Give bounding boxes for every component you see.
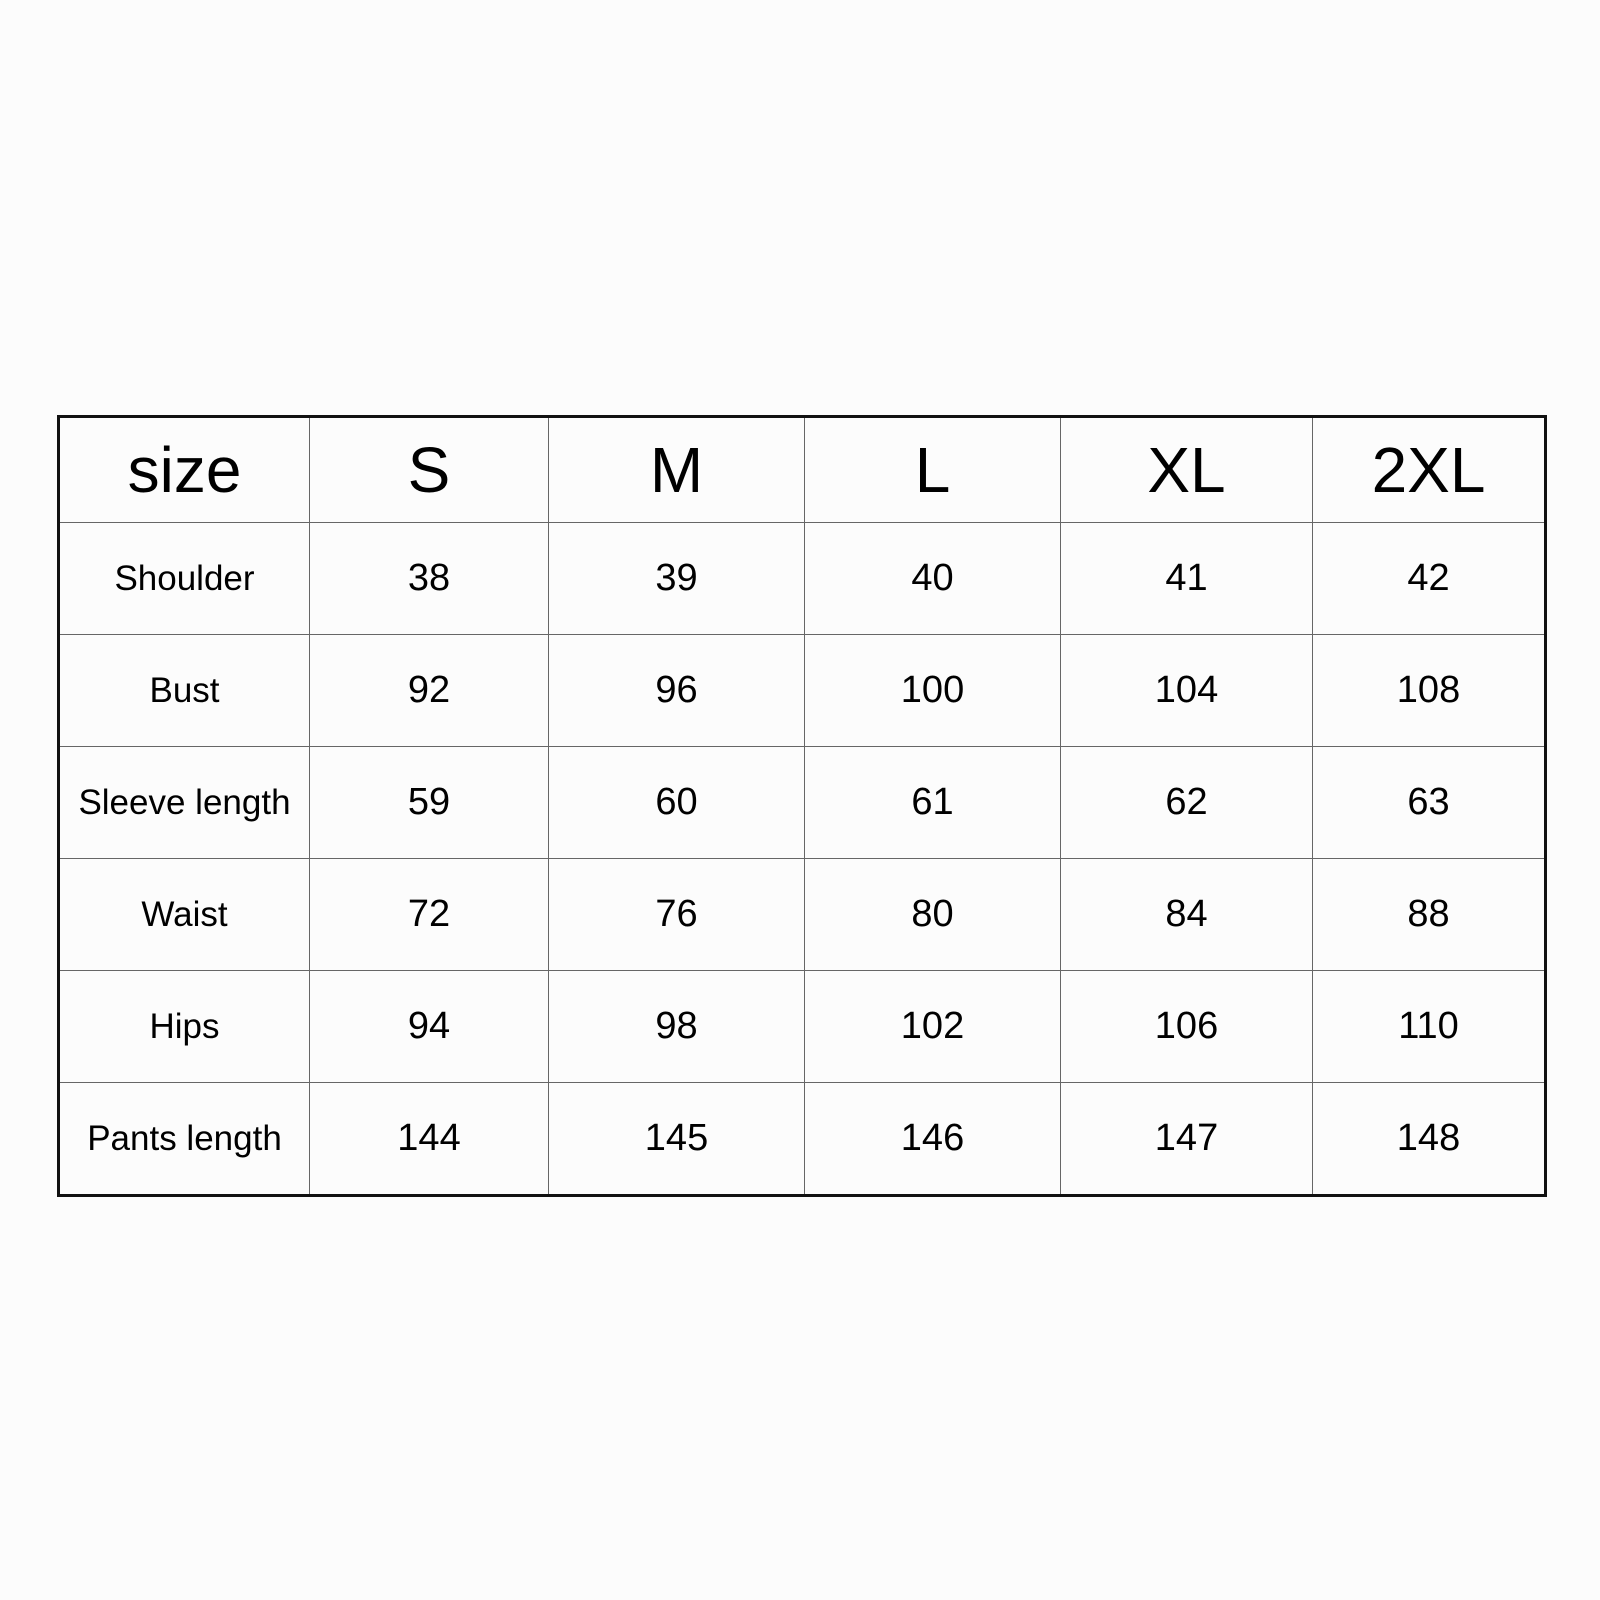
size-chart-table: [57, 415, 1547, 1197]
table-cell: 76: [549, 859, 805, 971]
table-cell: 106: [1061, 971, 1313, 1083]
table-cell: 60: [549, 747, 805, 859]
header-cell-2xl: 2XL: [1313, 417, 1546, 523]
table-cell: 94: [310, 971, 549, 1083]
table-cell: 108: [1313, 635, 1546, 747]
table-cell: 102: [805, 971, 1061, 1083]
table-cell: 42: [1313, 523, 1546, 635]
table-cell: 40: [805, 523, 1061, 635]
table-cell: 147: [1061, 1083, 1313, 1196]
table-cell: 38: [310, 523, 549, 635]
table-cell: 100: [805, 635, 1061, 747]
table-cell: 72: [310, 859, 549, 971]
table-cell: 98: [549, 971, 805, 1083]
row-label: Sleeve length: [59, 747, 310, 859]
header-cell-s: S: [310, 417, 549, 523]
table-row-shoulder: [59, 523, 1546, 635]
table-row-hips: [59, 971, 1546, 1083]
table-cell: 104: [1061, 635, 1313, 747]
header-cell-size: size: [59, 417, 310, 523]
header-cell-l: L: [805, 417, 1061, 523]
table-cell: 96: [549, 635, 805, 747]
table-row-pants-length: [59, 1083, 1546, 1196]
table-cell: 59: [310, 747, 549, 859]
table-cell: 84: [1061, 859, 1313, 971]
row-label: Pants length: [59, 1083, 310, 1196]
row-label: Shoulder: [59, 523, 310, 635]
row-label: Waist: [59, 859, 310, 971]
table-cell: 145: [549, 1083, 805, 1196]
table-cell: 146: [805, 1083, 1061, 1196]
header-row: [59, 417, 1546, 523]
table-cell: 62: [1061, 747, 1313, 859]
row-label: Hips: [59, 971, 310, 1083]
table-row-bust: [59, 635, 1546, 747]
table-cell: 41: [1061, 523, 1313, 635]
table-cell: 144: [310, 1083, 549, 1196]
table-cell: 39: [549, 523, 805, 635]
table-cell: 92: [310, 635, 549, 747]
table-cell: 80: [805, 859, 1061, 971]
table-cell: 110: [1313, 971, 1546, 1083]
header-cell-m: M: [549, 417, 805, 523]
table-row-sleeve-length: [59, 747, 1546, 859]
header-cell-xl: XL: [1061, 417, 1313, 523]
table-cell: 88: [1313, 859, 1546, 971]
table-cell: 63: [1313, 747, 1546, 859]
table-cell: 148: [1313, 1083, 1546, 1196]
row-label: Bust: [59, 635, 310, 747]
table-row-waist: [59, 859, 1546, 971]
table-cell: 61: [805, 747, 1061, 859]
